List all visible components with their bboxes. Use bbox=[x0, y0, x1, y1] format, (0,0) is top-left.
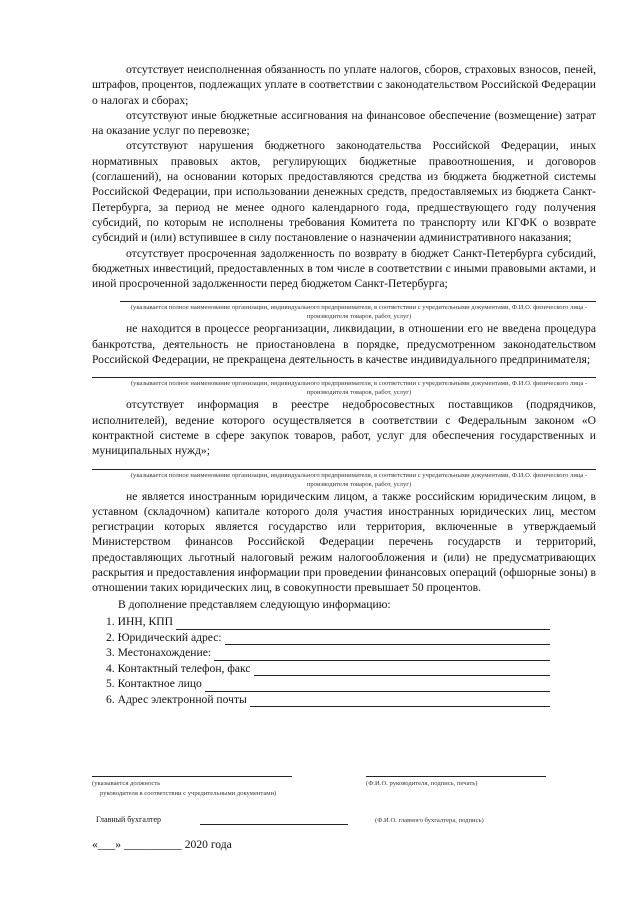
additional-info-heading: В дополнение представляем следующую информацию: bbox=[118, 597, 391, 611]
field-label: 1. ИНН, КПП bbox=[106, 614, 173, 628]
position-note-line-1: (указывается должность bbox=[92, 780, 161, 787]
field-label: 5. Контактное лицо bbox=[106, 677, 202, 691]
field-email[interactable] bbox=[92, 692, 550, 708]
org-name-line-1 bbox=[120, 301, 596, 302]
org-name-note-2: (указывается полное наименование организации, индивидуального предпринимателя, в соответствии с учредительными документами, Ф.И.О. физического лица - производителя товаров, работ, услуг) bbox=[130, 380, 588, 397]
field-location[interactable] bbox=[92, 645, 550, 661]
field-legal-address[interactable] bbox=[92, 630, 550, 646]
position-note-line-2: руководителя в соответствии с учредительными документами) bbox=[100, 790, 277, 797]
field-label: 4. Контактный телефон, факс bbox=[106, 661, 251, 675]
condition-budget-allocations: отсутствуют иные бюджетные ассигнования на финансовое обеспечение (возмещение) затрат на оказание услуг по перевозке; bbox=[92, 108, 596, 138]
condition-foreign-entity: не является иностранным юридическим лицом, а также российским юридическим лицом, в уставном (складочном) капитале которого доля участия иностранных юридических лиц, местом регистрации которых является государство или территория, включенные в утверждаемый Министерством финансов Российской Федерации перечень государств и территорий, предоставляющих льготный налоговый режим налогообложения и (или) не предусматривающих раскрытия и предоставления информации при проведении финансовых операций (офшорные зоны) в отношении таких юридических лиц, в совокупности превышает 50 процентов. bbox=[92, 489, 596, 595]
condition-reorganization: не находится в процессе реорганизации, ликвидации, в отношении его не введена процедура банкротства, деятельность не приостановлена в порядке, предусмотренном законодательством Российской Федерации, не прекращена деятельность в качестве индивидуального предпринимателя; bbox=[92, 322, 596, 367]
org-name-line-2 bbox=[92, 377, 596, 378]
info-fields bbox=[92, 614, 596, 708]
position-signature-line[interactable] bbox=[92, 776, 292, 777]
field-phone-fax[interactable] bbox=[92, 661, 550, 677]
chief-accountant-note: (Ф.И.О. главного бухгалтера, подпись) bbox=[375, 817, 484, 824]
org-name-note-3: (указывается полное наименование организации, индивидуального предпринимателя, в соответствии с учредительными документами, Ф.И.О. физического лица - производителя товаров, работ, услуг) bbox=[130, 471, 588, 488]
field-blank[interactable] bbox=[205, 680, 550, 692]
chief-accountant-label: Главный бухгалтер bbox=[96, 815, 161, 824]
head-signature-line[interactable] bbox=[366, 776, 546, 777]
field-label: 2. Юридический адрес: bbox=[106, 630, 222, 644]
document-date[interactable]: «___» __________ 2020 года bbox=[92, 838, 232, 851]
condition-taxes: отсутствует неисполненная обязанность по уплате налогов, сборов, страховых взносов, пеней, штрафов, процентов, подлежащих уплате в соответствии с законодательством Российской Федерации о налогах и сборах; bbox=[92, 63, 596, 107]
field-inn-kpp[interactable] bbox=[92, 614, 550, 630]
document-body bbox=[92, 62, 596, 707]
org-name-note-1: (указывается полное наименование организации, индивидуального предпринимателя, в соответствии с учредительными документами, Ф.И.О. физического лица - производителя товаров, работ, услуг) bbox=[130, 304, 588, 321]
field-label: 6. Адрес электронной почты bbox=[106, 692, 247, 706]
head-signature-note: (Ф.И.О. руководителя, подпись, печать) bbox=[366, 780, 478, 787]
field-blank[interactable] bbox=[214, 649, 550, 661]
condition-overdue-debt: отсутствует просроченная задолженность по возврату в бюджет Санкт-Петербурга субсидий, бюджетных инвестиций, предоставленных в том числе в соответствии с иными правовыми актами, и иной просроченной задолженности перед бюджетом Санкт-Петербурга; bbox=[92, 246, 596, 291]
field-blank[interactable] bbox=[176, 618, 550, 630]
field-blank[interactable] bbox=[254, 664, 551, 676]
field-contact-person[interactable] bbox=[92, 676, 550, 692]
condition-unfair-suppliers: отсутствует информация в реестре недобросовестных поставщиков (подрядчиков, исполнителей), ведение которого осуществляется в соответствии с Федеральным законом «О контрактной системе в сфере закупок товаров, работ, услуг для обеспечения государственных и муниципальных нужд»; bbox=[92, 398, 596, 458]
condition-budget-violations: отсутствуют нарушения бюджетного законодательства Российской Федерации, иных нормативных правовых актов, регулирующих бюджетные правоотношения, и договоров (соглашений), на основании которых предоставляются средства из бюджета бюджетной системы Российской Федерации, при использовании денежных средств, предоставляемых из бюджета Санкт-Петербурга, за период не менее одного календарного года, предшествующего году получения субсидий, по которым не исполнены требования Комитета по транспорту или КГФК о возврате субсидий и (или) вступившее в силу постановление о назначении административного наказания; bbox=[92, 139, 596, 245]
org-name-line-3 bbox=[92, 469, 596, 470]
field-label: 3. Местонахождение: bbox=[106, 646, 212, 660]
field-blank[interactable] bbox=[225, 633, 550, 645]
field-blank[interactable] bbox=[250, 695, 550, 707]
chief-accountant-line[interactable] bbox=[200, 824, 348, 825]
